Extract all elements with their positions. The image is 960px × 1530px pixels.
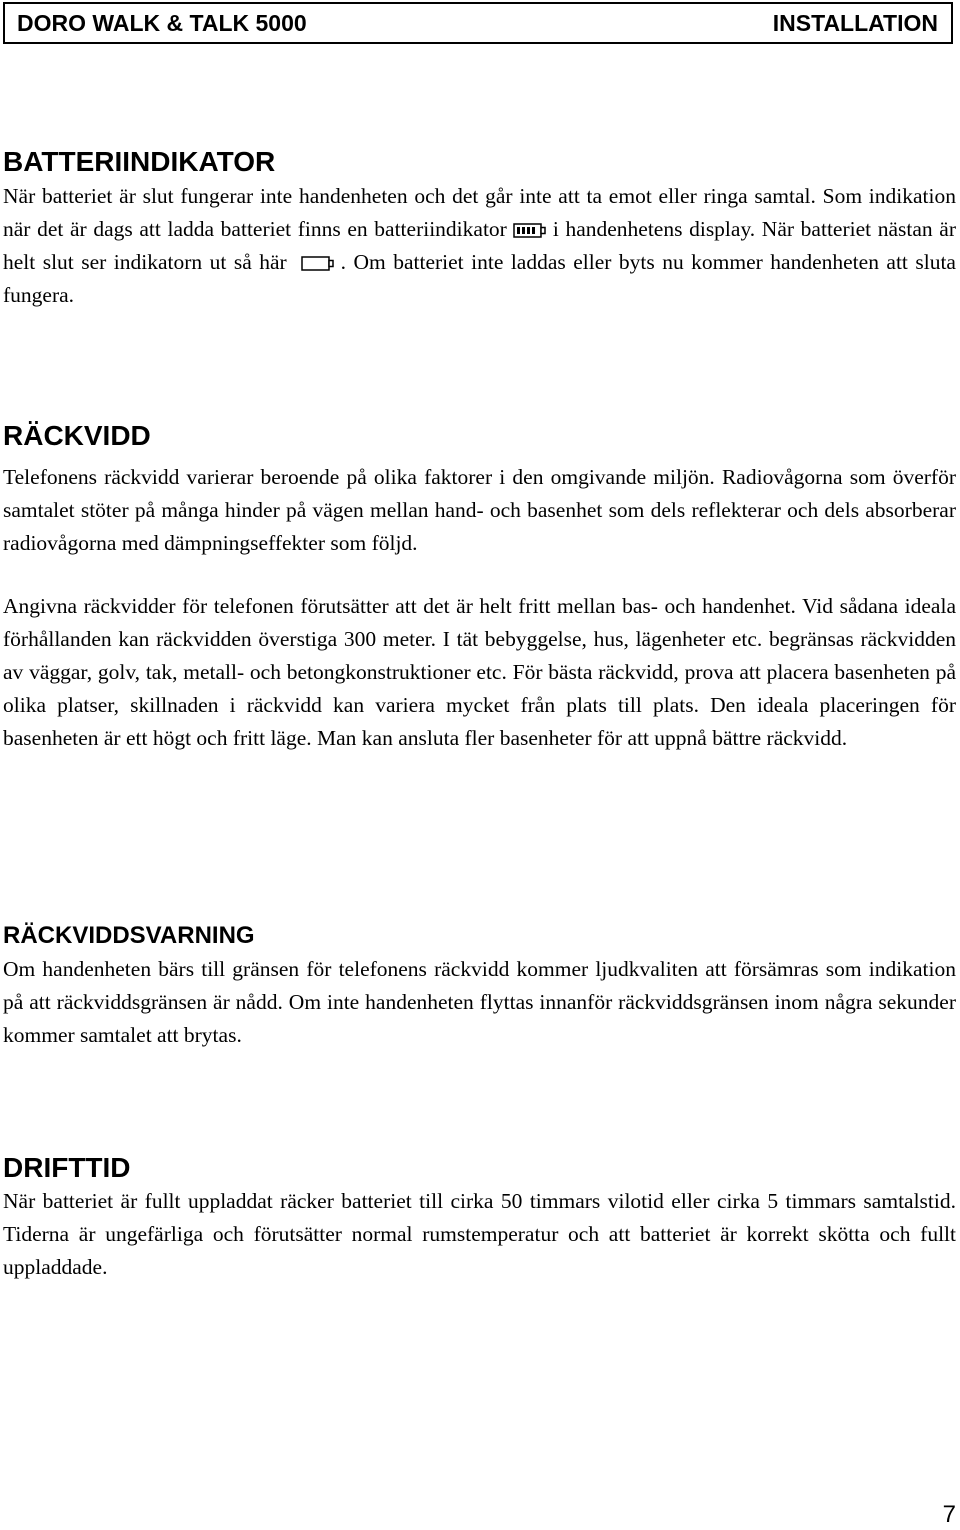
battery-text-part2: i handenhetens display. När batteriet nästan är helt slut ser indikatorn ut så här xyxy=(3,217,956,274)
battery-indicator-heading: BATTERIINDIKATOR xyxy=(3,146,276,177)
range-warning-heading: RÄCKVIDDSVARNING xyxy=(3,922,255,949)
section-battery-indicator xyxy=(3,146,956,312)
battery-empty-icon xyxy=(301,256,335,271)
section-range xyxy=(3,420,956,755)
page-number: 7 xyxy=(942,1501,956,1528)
header-section-title: INSTALLATION xyxy=(772,9,938,36)
battery-text-part3: . Om batteriet inte laddas eller byts nu kommer handenheten att sluta fungera. xyxy=(3,250,956,307)
section-operating-time xyxy=(3,1152,956,1284)
header-product-title: DORO WALK & TALK 5000 xyxy=(17,9,307,36)
range-heading: RÄCKVIDD xyxy=(3,420,151,451)
battery-indicator-text xyxy=(3,180,956,312)
range-paragraph-1: Telefonens räckvidd varierar beroende på olika faktorer i den omgivande miljön. Radiovågorna som överför samtalet stöter på många hinder på vägen mellan hand- och basenhet som dels reflekterar och dels absorberar radiovågorna med dämpningseffekter som följd. xyxy=(3,465,956,555)
battery-text-part1: När batteriet är slut fungerar inte handenheten och det går inte att ta emot eller ringa samtal. Som indikation när det är dags att ladda batteriet finns en batteriindikator xyxy=(3,184,956,241)
section-range-warning xyxy=(3,920,956,1052)
range-warning-paragraph: Om handenheten bärs till gränsen för telefonens räckvidd kommer ljudkvaliten att försämras som indikation på att räckviddsgränsen är nådd. Om inte handenheten flyttas innanför räckviddsgränsen inom några sekunder kommer samtalet att brytas. xyxy=(3,957,956,1047)
page-header xyxy=(3,2,953,44)
operating-time-heading: DRIFTTID xyxy=(3,1152,131,1183)
operating-time-paragraph: När batteriet är fullt uppladdat räcker batteriet till cirka 50 timmars vilotid eller cirka 5 timmars samtalstid. Tiderna är ungefärliga och förutsätter normal rumstemperatur och att batteriet är korrekt skötta och fullt uppladdade. xyxy=(3,1189,956,1279)
range-paragraph-2: Angivna räckvidder för telefonen förutsätter att det är helt fritt mellan bas- och handenhet. Vid sådana ideala förhållanden kan räckvidden överstiga 300 meter. I tät bebyggelse, hus, lägenheter etc. begränsas räckvidden av väggar, golv, tak, metall- och betongkonstruktioner etc. För bästa räckvidd, prova att placera basenheten på olika platser, skillnaden i räckvidd kan variera mycket från plats till plats. Den ideala placeringen för basenheten är ett högt och fritt läge. Man kan ansluta fler basenheter för att uppnå bättre räckvidd. xyxy=(3,594,956,750)
battery-full-icon xyxy=(513,223,547,238)
